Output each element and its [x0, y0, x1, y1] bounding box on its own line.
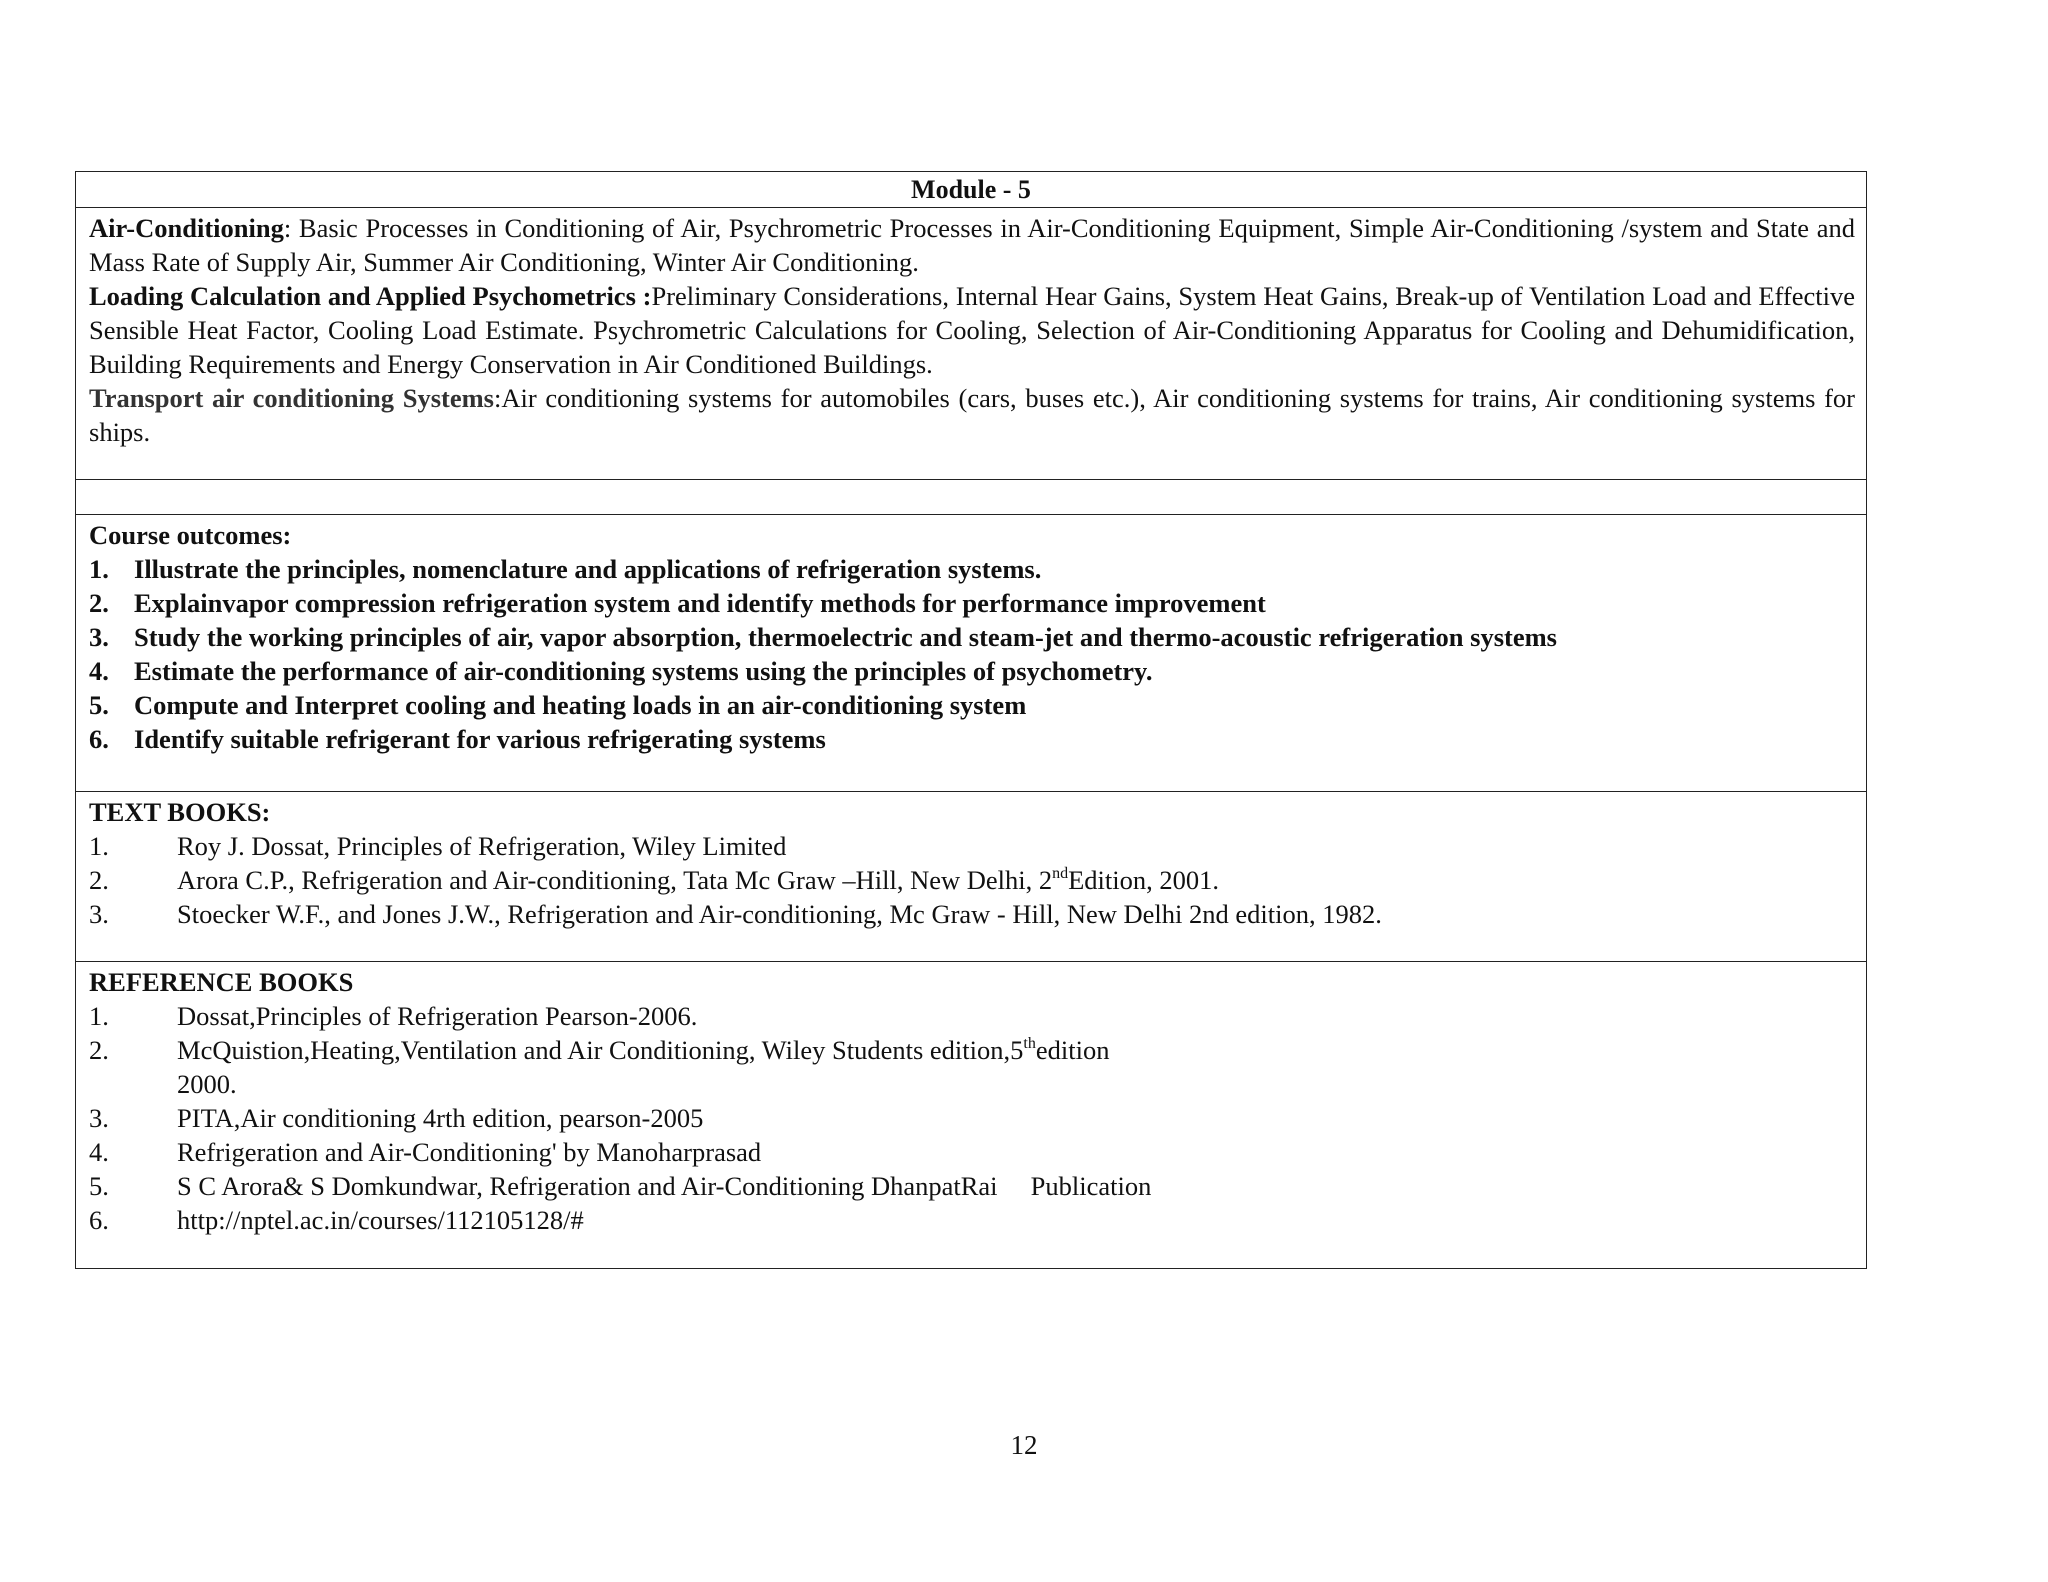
- list-item: [89, 722, 1855, 756]
- superscript: th: [1023, 1035, 1036, 1052]
- superscript: nd: [1052, 865, 1069, 882]
- item-text: http://nptel.ac.in/courses/112105128/#: [177, 1205, 584, 1235]
- item-text: Stoecker W.F., and Jones J.W., Refrigeration and Air-conditioning, Mc Graw - Hill, New Delhi 2nd edition, 1982.: [177, 899, 1382, 929]
- paragraph-text: Preliminary Considerations, Internal Hear Gains, System Heat Gains, Break-up of Ventilation Load and Effective Sensible Heat Factor, Cooling Load Estimate. Psychrometric Calculations for Cooling, Selection of Air-Conditioning Apparatus for Cooling and Dehumidification, Building Requirements and Energy Conservation in Air Conditioned Buildings.: [89, 281, 1855, 379]
- module-header: Module - 5: [911, 175, 1031, 204]
- list-item: [89, 688, 1855, 722]
- item-number: 1.: [89, 1001, 109, 1031]
- item-text: Compute and Interpret cooling and heating loads in an air-conditioning system: [134, 690, 1027, 720]
- item-text-part: McQuistion,Heating,Ventilation and Air Conditioning, Wiley Students edition,5: [177, 1035, 1024, 1065]
- module-paragraph-transport: [89, 381, 1855, 449]
- item-number: 1.: [89, 554, 109, 584]
- item-number: 2.: [89, 588, 109, 618]
- reference-books-list: [89, 999, 1855, 1237]
- list-item: [89, 1203, 1855, 1237]
- paragraph-heading: Loading Calculation and Applied Psychometrics :: [89, 281, 652, 311]
- item-text: Estimate the performance of air-conditioning systems using the principles of psychometry.: [134, 656, 1153, 686]
- item-text: S C Arora& S Domkundwar, Refrigeration and Air-Conditioning DhanpatRai Publication: [177, 1171, 1152, 1201]
- item-text-part: edition: [1035, 1035, 1110, 1065]
- list-item: [89, 586, 1855, 620]
- reference-books-section: [76, 961, 1866, 1268]
- item-number: 3.: [89, 622, 109, 652]
- list-item: [89, 654, 1855, 688]
- item-text: Study the working principles of air, vapor absorption, thermoelectric and steam-jet and thermo-acoustic refrigeration systems: [134, 622, 1557, 652]
- item-number: 5.: [89, 690, 109, 720]
- course-outcomes-section: [76, 514, 1866, 791]
- item-text: [177, 863, 1219, 897]
- item-text: [177, 1033, 1109, 1101]
- text-books-title: TEXT BOOKS:: [89, 797, 271, 827]
- empty-row: [76, 479, 1866, 514]
- paragraph-heading: Air-Conditioning: [89, 213, 284, 243]
- item-number: 4.: [89, 656, 109, 686]
- item-text: Refrigeration and Air-Conditioning' by Manoharprasad: [177, 1137, 762, 1167]
- list-item: [89, 863, 1855, 897]
- paragraph-text: : Basic Processes in Conditioning of Air, Psychrometric Processes in Air-Conditioning Equipment, Simple Air-Conditioning /system and State and Mass Rate of Supply Air, Summer Air Conditioning, Winter Air Conditioning.: [89, 213, 1855, 277]
- paragraph-text: :Air conditioning systems for automobiles (cars, buses etc.), Air conditioning systems for trains, Air conditioning systems for ships.: [89, 383, 1855, 447]
- item-number: 6.: [89, 724, 109, 754]
- list-item: [89, 1033, 1855, 1101]
- list-item: [89, 999, 1855, 1033]
- item-text-part: Edition, 2001.: [1068, 865, 1220, 895]
- list-item: [89, 1101, 1855, 1135]
- item-text: Illustrate the principles, nomenclature and applications of refrigeration systems.: [134, 554, 1042, 584]
- list-item: [89, 897, 1855, 931]
- item-number: 2.: [89, 1035, 109, 1065]
- module-paragraph-loading-calculation: [89, 279, 1855, 381]
- module-content: [76, 207, 1866, 479]
- list-item: [89, 1169, 1855, 1203]
- text-books-list: [89, 829, 1855, 931]
- list-item: [89, 829, 1855, 863]
- item-number: 5.: [89, 1171, 109, 1201]
- course-outcomes-title: Course outcomes:: [89, 520, 292, 550]
- page-number: 12: [1010, 1430, 1038, 1460]
- syllabus-table: [75, 171, 1867, 1269]
- item-number: 2.: [89, 865, 109, 895]
- course-outcomes-list: [89, 552, 1855, 756]
- item-number: 3.: [89, 899, 109, 929]
- item-number: 3.: [89, 1103, 109, 1133]
- list-item: [89, 1135, 1855, 1169]
- item-number: 6.: [89, 1205, 109, 1235]
- item-text-part: Arora C.P., Refrigeration and Air-conditioning, Tata Mc Graw –Hill, New Delhi, 2: [177, 865, 1053, 895]
- item-text: Dossat,Principles of Refrigeration Pearson-2006.: [177, 1001, 698, 1031]
- item-text: Identify suitable refrigerant for various refrigerating systems: [134, 724, 826, 754]
- list-item: [89, 620, 1855, 654]
- item-number: 1.: [89, 831, 109, 861]
- item-number: 4.: [89, 1137, 109, 1167]
- text-books-section: [76, 791, 1866, 961]
- list-item: [89, 552, 1855, 586]
- reference-books-title: REFERENCE BOOKS: [89, 967, 354, 997]
- item-text: PITA,Air conditioning 4rth edition, pearson-2005: [177, 1103, 704, 1133]
- module-paragraph-air-conditioning: [89, 211, 1855, 279]
- item-text: Explainvapor compression refrigeration system and identify methods for performance improvement: [134, 588, 1266, 618]
- item-text: Roy J. Dossat, Principles of Refrigeration, Wiley Limited: [177, 831, 787, 861]
- paragraph-heading: Transport air conditioning Systems: [89, 383, 494, 413]
- item-text-part: 2000.: [177, 1069, 237, 1099]
